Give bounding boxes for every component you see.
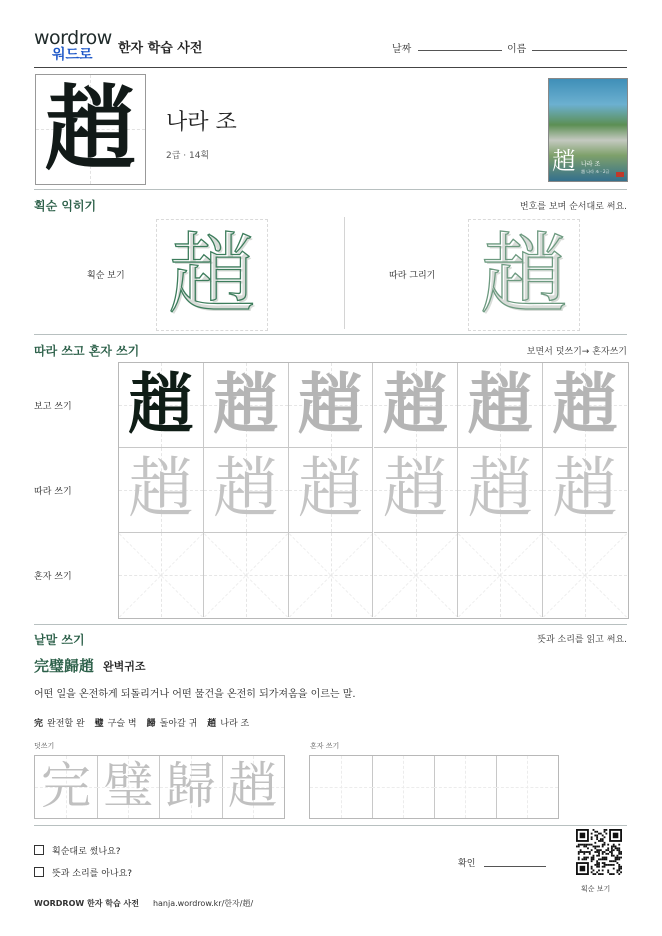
book-cover-image <box>548 78 628 182</box>
practice-cell[interactable] <box>119 448 204 533</box>
section-divider <box>34 189 627 190</box>
confirm-label: 확인 <box>458 859 476 869</box>
idiom-char-list <box>34 716 259 729</box>
row-label-look: 보고 쓰기 <box>34 402 72 412</box>
book-cover-badge <box>616 172 624 177</box>
wordrow-logo[interactable] <box>34 28 112 68</box>
word-trace-grid[interactable] <box>34 755 285 819</box>
hanja-meaning: 나라 조 <box>166 110 237 135</box>
qr-code-icon[interactable] <box>576 829 622 875</box>
idiom-hanja: 完璧歸趙 <box>34 657 95 675</box>
idiom-char-hanja: 歸 <box>146 719 156 729</box>
section-divider <box>34 334 627 335</box>
idiom-char-gloss: 완전할 완 <box>47 719 85 729</box>
idiom-char-gloss: 돌아갈 귀 <box>159 719 198 729</box>
practice-cell[interactable] <box>374 363 459 448</box>
practice-cell[interactable] <box>119 533 204 617</box>
practice-hanja: 趙 <box>128 365 194 443</box>
practice-section-title: 따라 쓰고 혼자 쓰기 <box>34 344 140 358</box>
word-trace-hanja: 歸 <box>165 757 216 815</box>
idiom-description: 어떤 일을 온전하게 되돌리거나 어떤 물건을 온전히 되가져옴을 이르는 말. <box>34 689 356 700</box>
practice-hanja: 趙 <box>382 450 449 527</box>
idiom-char-gloss: 구슬 벽 <box>107 719 137 729</box>
book-cover-hanja: 趙 <box>552 147 576 175</box>
row-label-alone: 혼자 쓰기 <box>34 572 72 582</box>
word-section-title: 낱말 쓰기 <box>34 633 85 647</box>
qr-label: 획순 보기 <box>581 885 611 893</box>
word-trace-cell[interactable] <box>222 756 284 818</box>
stroke-trace-label: 따라 그리기 <box>389 271 436 281</box>
idiom-char-hanja: 完 <box>34 719 44 729</box>
word-alone-label: 혼자 쓰기 <box>310 742 340 750</box>
word-alone-cell[interactable] <box>434 756 497 818</box>
practice-hanja: 趙 <box>128 450 194 527</box>
section-divider <box>34 624 627 625</box>
practice-cell[interactable] <box>204 363 289 448</box>
practice-cell[interactable] <box>204 448 289 533</box>
word-alone-cell[interactable] <box>310 756 373 818</box>
logo-text-latin: wordrow <box>34 27 112 49</box>
hanja-grade: 2급 · 14획 <box>166 151 210 161</box>
practice-hanja: 趙 <box>552 450 619 527</box>
stroke-trace-area[interactable] <box>468 219 580 331</box>
practice-cell[interactable] <box>458 533 543 617</box>
header-divider <box>34 67 627 68</box>
word-trace-cell[interactable] <box>160 756 223 818</box>
confirm-field[interactable] <box>484 866 546 867</box>
practice-cell[interactable] <box>289 363 374 448</box>
practice-hanja: 趙 <box>552 365 619 443</box>
practice-hanja: 趙 <box>467 365 534 443</box>
word-trace-hanja: 趙 <box>227 757 278 815</box>
book-cover-subtitle: 趙 나라 조 · 2급 <box>581 169 610 174</box>
practice-cell[interactable] <box>289 533 374 617</box>
word-alone-grid[interactable] <box>309 755 559 819</box>
practice-cell[interactable] <box>204 533 289 617</box>
practice-cell[interactable] <box>374 448 459 533</box>
date-label: 날짜 <box>392 44 412 55</box>
word-trace-cell[interactable] <box>97 756 160 818</box>
checkbox-icon[interactable] <box>34 845 44 855</box>
practice-hanja: 趙 <box>212 365 279 443</box>
practice-grid[interactable] <box>118 362 629 619</box>
practice-cell[interactable] <box>458 448 543 533</box>
word-trace-hanja: 璧 <box>103 757 154 815</box>
word-alone-cell[interactable] <box>496 756 558 818</box>
footer-brand: WORDROW 한자 학습 사전 <box>34 899 139 908</box>
footer <box>34 898 253 909</box>
footer-url[interactable]: hanja.wordrow.kr/한자/趙/ <box>152 899 254 908</box>
practice-cell[interactable] <box>543 448 627 533</box>
practice-section-note: 보면서 덧쓰기→ 혼자쓰기 <box>526 347 627 357</box>
check-meaning[interactable]: 뜻과 소리를 아나요? <box>34 866 132 879</box>
name-label: 이름 <box>507 44 527 55</box>
practice-hanja: 趙 <box>212 450 279 527</box>
section-divider <box>34 825 627 826</box>
word-section-note: 뜻과 소리를 읽고 써요. <box>537 635 627 645</box>
main-hanja-box <box>35 74 146 185</box>
idiom-char-hanja: 璧 <box>94 719 104 729</box>
stroke-order-hanja: 趙 <box>167 223 256 326</box>
idiom-reading: 완벽귀조 <box>103 660 146 673</box>
checkbox-icon[interactable] <box>34 867 44 877</box>
practice-hanja: 趙 <box>382 365 449 443</box>
practice-cell[interactable] <box>458 363 543 448</box>
header-title: 한자 학습 사전 <box>118 41 203 56</box>
row-label-trace: 따라 쓰기 <box>34 487 72 497</box>
word-trace-label: 덧쓰기 <box>34 742 55 750</box>
practice-cell[interactable] <box>543 363 627 448</box>
practice-cell[interactable] <box>119 363 204 448</box>
practice-hanja: 趙 <box>297 450 364 527</box>
word-trace-hanja: 完 <box>41 757 91 815</box>
name-field[interactable] <box>532 50 627 51</box>
stroke-trace-hanja: 趙 <box>479 223 568 326</box>
main-hanja: 趙 <box>44 75 137 183</box>
stroke-view-label: 획순 보기 <box>87 271 125 281</box>
stroke-section-title: 획순 익히기 <box>34 199 97 213</box>
word-trace-cell[interactable] <box>35 756 98 818</box>
date-field[interactable] <box>418 50 502 51</box>
check-stroke-order[interactable]: 획순대로 썼나요? <box>34 844 121 857</box>
practice-hanja: 趙 <box>297 365 364 443</box>
practice-cell[interactable] <box>543 533 627 617</box>
logo-text-korean: 워드로 <box>52 47 93 63</box>
book-cover-title: 나라 조 <box>581 161 601 168</box>
practice-hanja: 趙 <box>467 450 534 527</box>
stroke-order-diagram <box>156 219 268 331</box>
idiom-char-hanja: 趙 <box>207 719 217 729</box>
idiom-char-gloss: 나라 조 <box>220 719 250 729</box>
stroke-section-note: 번호를 보며 순서대로 써요. <box>519 202 627 212</box>
practice-cell[interactable] <box>289 448 374 533</box>
practice-cell[interactable] <box>374 533 459 617</box>
stroke-divider <box>344 217 345 329</box>
word-alone-cell[interactable] <box>372 756 435 818</box>
